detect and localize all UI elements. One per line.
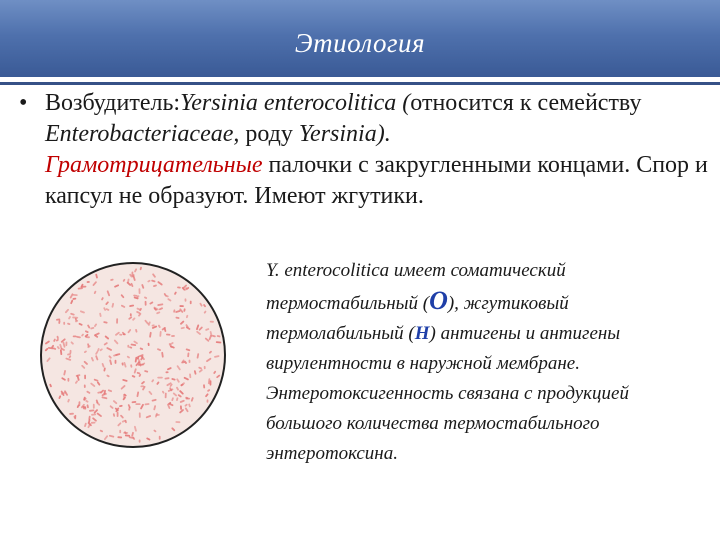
bacterium-rod	[167, 298, 172, 302]
bacterium-rod	[108, 389, 113, 392]
bacterium-rod	[78, 323, 83, 326]
bacterium-rod	[114, 284, 119, 288]
bacterium-rod	[90, 327, 94, 330]
bacterium-rod	[117, 412, 119, 417]
bacterium-rod	[191, 397, 194, 402]
bacterium-rod	[120, 385, 126, 390]
bacterium-rod	[128, 316, 132, 320]
bacterium-rod	[139, 439, 141, 442]
bacterium-rod	[175, 317, 179, 320]
bacterium-rod	[187, 352, 189, 357]
bacterium-rod	[153, 284, 157, 287]
bacterium-rod	[86, 404, 89, 408]
bacterium-rod	[119, 430, 121, 434]
bacterium-rod	[157, 377, 163, 379]
bacterium-rod	[213, 371, 216, 375]
bacterium-rod	[171, 397, 174, 401]
bacterium-rod	[159, 436, 161, 440]
bacterium-rod	[176, 397, 179, 401]
bacterium-rod	[189, 373, 191, 378]
bacterium-rod	[170, 345, 175, 348]
bacterium-rod	[67, 353, 71, 356]
bacterium-rod	[106, 347, 112, 351]
bacterium-rod	[138, 288, 140, 294]
bacterium-rod	[130, 364, 132, 368]
bacterium-rod	[90, 382, 96, 387]
bacterium-rod	[179, 305, 184, 307]
bacterium-rod	[84, 423, 87, 428]
bacterium-rod	[171, 335, 175, 337]
bacterium-rod	[135, 403, 140, 405]
bacterium-rod	[179, 390, 184, 395]
bacterium-rod	[69, 293, 73, 299]
bacterium-rod	[94, 379, 99, 382]
bacterium-rod	[183, 377, 189, 381]
title-underline	[0, 82, 720, 85]
bacterium-rod	[151, 279, 156, 282]
bacterium-rod	[65, 341, 67, 346]
bacterium-rod	[113, 413, 116, 417]
bacterium-rod	[72, 298, 76, 300]
bacterium-rod	[173, 392, 178, 397]
bacterium-rod	[96, 399, 99, 403]
bacterium-rod	[153, 405, 156, 410]
bacterium-rod	[184, 403, 188, 407]
bullet-part-3: относится к семейству	[410, 90, 642, 116]
bacterium-rod	[175, 310, 181, 313]
bacterium-rod	[63, 322, 65, 325]
bacterium-rod	[129, 304, 134, 307]
bacterium-rod	[159, 307, 164, 310]
bacterium-rod	[104, 435, 109, 440]
bacterium-rod	[93, 404, 95, 409]
bacterium-rod	[130, 343, 136, 346]
bacterium-rod	[58, 320, 60, 324]
bacterium-rod	[176, 365, 181, 371]
bacterium-rod	[101, 396, 107, 399]
bacterium-rod	[95, 274, 98, 279]
bacterium-rod	[132, 317, 136, 321]
bacterium-rod	[199, 369, 204, 373]
slide-title: Этиология	[294, 28, 426, 58]
bacterium-rod	[132, 401, 137, 403]
bacterium-rod	[129, 346, 132, 349]
bacterium-rod	[181, 361, 185, 363]
bacterium-rod	[135, 357, 138, 363]
bacterium-rod	[194, 370, 197, 375]
bacterium-rod	[144, 296, 148, 299]
bacterium-rod	[87, 324, 91, 329]
bacterium-rod	[157, 281, 163, 286]
bacterium-rod	[92, 417, 97, 422]
bullet-part-1: Возбудитель:	[45, 90, 181, 116]
bacterium-rod	[91, 422, 96, 424]
bacterium-rod	[149, 332, 152, 338]
bacterium-rod	[134, 268, 138, 273]
bacterium-rod	[159, 331, 161, 337]
bacterium-rod	[69, 413, 74, 415]
bacterium-rod	[147, 280, 151, 283]
bacterium-rod	[180, 400, 185, 404]
bacterium-rod	[128, 404, 131, 408]
bacterium-rod	[139, 267, 142, 271]
bacterium-rod	[99, 348, 103, 351]
bacterium-rod	[176, 386, 180, 390]
bacterium-rod	[57, 346, 61, 350]
micrograph-image	[40, 262, 226, 448]
bacterium-rod	[92, 281, 97, 286]
bacterium-rod	[165, 371, 168, 373]
bacterium-rod	[84, 384, 86, 388]
bacterium-rod	[198, 326, 203, 331]
bacterium-rod	[68, 378, 70, 382]
bacterium-rod	[63, 370, 66, 376]
bullet-text	[45, 88, 713, 212]
bacterium-rod	[103, 321, 108, 324]
bacterium-rod	[139, 347, 143, 350]
bullet-dot-icon: •	[19, 90, 28, 116]
bacterium-rod	[61, 377, 66, 381]
bacterium-rod	[84, 375, 86, 380]
bacterium-rod	[120, 414, 124, 418]
bacterium-rod	[144, 370, 148, 373]
bacterium-rod	[210, 321, 214, 323]
bacterium-rod	[119, 334, 122, 336]
bacterium-rod	[101, 297, 104, 301]
bacterium-rod	[183, 308, 185, 312]
bacterium-rod	[151, 379, 154, 383]
bacterium-rod	[56, 336, 59, 340]
bacterium-rod	[94, 290, 97, 294]
bacterium-rod	[131, 432, 134, 437]
bacterium-rod	[157, 303, 163, 306]
bacterium-rod	[131, 271, 133, 276]
bacterium-rod	[173, 309, 176, 313]
bacterium-rod	[171, 378, 176, 381]
bacterium-rod	[207, 389, 211, 392]
bacterium-rod	[86, 390, 91, 394]
bacterium-rod	[135, 329, 138, 333]
bullet-part-9: палочки с закругленными концами. Спор и капсул не образуют. Имеют жгутики.	[45, 152, 708, 209]
bacterium-rod	[110, 279, 114, 282]
bacterium-rod	[217, 335, 221, 338]
bacterium-rod	[68, 316, 71, 320]
bacterium-rod	[103, 367, 106, 371]
bacterium-rod	[87, 281, 90, 283]
bacterium-rod	[186, 315, 189, 319]
bacterium-rod	[148, 390, 153, 395]
detail-part-3: ), жгутиковый термолабильный (	[266, 293, 569, 344]
bacterium-rod	[151, 399, 156, 402]
bacterium-rod	[109, 359, 112, 365]
bacterium-rod	[216, 341, 222, 343]
bacterium-rod	[146, 415, 152, 419]
bacterium-rod	[70, 313, 75, 316]
bacterium-rod	[70, 341, 74, 345]
bacterium-rod	[157, 348, 161, 351]
bacterium-rod	[216, 374, 221, 378]
gram-negative-text: Грамотрицательные	[45, 152, 263, 178]
bacterium-rod	[134, 368, 137, 374]
bacterium-rod	[123, 333, 126, 335]
bacterium-rod	[81, 364, 86, 369]
bacterium-rod	[171, 427, 176, 432]
bullet-part-4: Enterobacteriaceae,	[45, 121, 240, 147]
bacterium-rod	[56, 339, 59, 342]
bacterium-rod	[121, 304, 126, 308]
bacterium-rod	[75, 380, 79, 384]
bacterium-rod	[73, 336, 77, 338]
bacterium-rod	[180, 320, 185, 325]
bacterium-rod	[113, 354, 118, 357]
bacterium-rod	[190, 301, 192, 305]
bacterium-rod	[127, 329, 131, 334]
bacterium-rod	[198, 366, 202, 369]
bacterium-rod	[214, 355, 220, 358]
bacterium-rod	[121, 362, 123, 365]
bacterium-rod	[88, 416, 90, 421]
bullet-part-2: Yersinia enterocolitica (	[180, 90, 411, 116]
bacterium-rod	[84, 350, 87, 353]
bacterium-rod	[209, 350, 213, 354]
bacterium-rod	[156, 381, 160, 385]
bacterium-rod	[76, 336, 81, 339]
bacterium-rod	[203, 384, 205, 388]
bacterium-rod	[45, 340, 50, 345]
bacterium-rod	[206, 357, 212, 362]
bacterium-rod	[81, 333, 84, 337]
bacterium-rod	[83, 361, 88, 366]
bacterium-rod	[146, 437, 151, 441]
bacterium-rod	[165, 393, 167, 399]
bacterium-rod	[53, 338, 56, 342]
bacterium-rod	[115, 331, 120, 336]
title-bar	[0, 0, 720, 77]
bullet-part-5: роду	[239, 121, 299, 147]
bacterium-rod	[141, 284, 144, 289]
bacterium-rod	[149, 301, 153, 305]
bacterium-rod	[96, 412, 102, 417]
bacterium-rod	[205, 328, 209, 331]
bacterium-rod	[104, 335, 109, 340]
bacterium-rod	[116, 318, 118, 324]
bacterium-rod	[113, 400, 118, 405]
bacterium-rod	[161, 352, 164, 358]
bacterium-rod	[117, 436, 122, 438]
bacterium-rod	[45, 348, 49, 352]
bacterium-rod	[145, 403, 150, 405]
bacterium-rod	[156, 311, 160, 314]
bacterium-rod	[97, 381, 101, 386]
bacterium-rod	[67, 399, 70, 403]
bacterium-rod	[62, 342, 65, 348]
bacterium-rod	[65, 309, 70, 314]
bacterium-rod	[119, 405, 123, 407]
bacterium-rod	[123, 362, 126, 368]
bacterium-rod	[109, 435, 115, 438]
bacterium-rod	[174, 291, 177, 295]
bacterium-rod	[117, 422, 122, 427]
bacterium-rod	[127, 345, 129, 348]
bacterium-rod	[158, 324, 161, 328]
bacterium-rod	[203, 310, 206, 314]
detail-part-5: ) антигены и антигены вирулентности в наружной мембране. Энтеротоксигенность связана с продукцией большого количества термостабильного энтеротоксина.	[266, 323, 629, 464]
bacterium-rod	[180, 405, 182, 410]
bacterium-rod	[196, 331, 201, 336]
bacterium-rod	[72, 316, 78, 318]
bacterium-rod	[175, 421, 180, 423]
bacterium-rod	[166, 334, 171, 336]
bacterium-rod	[207, 399, 209, 402]
bacteria-micrograph	[42, 264, 224, 446]
detail-part-1: Y. enterocolitica имеет соматический термостабильный (	[266, 260, 566, 314]
bacterium-rod	[167, 367, 172, 371]
bacterium-rod	[101, 363, 104, 368]
bullet-part-6: Yersinia).	[298, 121, 391, 147]
bacterium-rod	[94, 323, 98, 327]
bacterium-rod	[199, 302, 203, 306]
bacterium-rod	[67, 323, 71, 326]
bacterium-rod	[145, 301, 147, 306]
bacterium-rod	[139, 412, 141, 418]
bacterium-rod	[152, 273, 156, 278]
bacterium-rod	[108, 355, 112, 359]
bacterium-rod	[114, 339, 119, 344]
bacterium-rod	[80, 310, 85, 313]
bacterium-rod	[85, 330, 89, 333]
bacterium-rod	[106, 290, 110, 296]
bacterium-rod	[147, 343, 149, 347]
bacterium-rod	[177, 286, 181, 288]
bacterium-rod	[197, 353, 200, 359]
bacterium-rod	[204, 366, 206, 369]
antigen-description	[266, 256, 686, 469]
bacterium-rod	[127, 355, 131, 358]
antigen-o-label: O	[429, 286, 448, 315]
bacterium-rod	[105, 308, 109, 311]
bacterium-rod	[176, 378, 180, 383]
bacterium-rod	[81, 286, 87, 288]
bacterium-rod	[122, 279, 125, 283]
bacterium-rod	[205, 393, 209, 397]
bacterium-rod	[188, 403, 191, 407]
bacterium-rod	[99, 313, 102, 318]
bacterium-rod	[91, 357, 94, 362]
antigen-h-label: H	[414, 323, 430, 344]
bacterium-rod	[49, 383, 52, 387]
bacterium-rod	[103, 342, 108, 346]
bacterium-rod	[162, 390, 165, 393]
bacterium-rod	[131, 375, 135, 378]
bacterium-rod	[99, 429, 103, 432]
bacterium-rod	[111, 303, 114, 308]
bacterium-rod	[186, 398, 190, 400]
bacterium-rod	[203, 304, 207, 308]
bacterium-rod	[141, 381, 145, 385]
bacterium-rod	[212, 335, 216, 338]
bacterium-rod	[181, 327, 185, 330]
bacterium-rod	[46, 357, 51, 362]
bacterium-rod	[60, 349, 62, 355]
bacterium-rod	[185, 407, 189, 412]
bacterium-rod	[122, 379, 128, 382]
bacterium-rod	[185, 298, 187, 301]
bacterium-rod	[70, 300, 73, 305]
bacterium-rod	[95, 355, 99, 360]
bacterium-rod	[106, 374, 110, 377]
bacterium-rod	[105, 301, 109, 305]
bacterium-rod	[68, 355, 71, 358]
bacterium-rod	[85, 400, 89, 403]
bacterium-rod	[136, 311, 141, 315]
bacterium-rod	[153, 429, 157, 432]
bacterium-rod	[109, 405, 114, 409]
bacterium-rod	[130, 313, 132, 316]
bacterium-rod	[120, 294, 124, 299]
bacterium-rod	[186, 348, 191, 351]
bacterium-rod	[134, 426, 137, 432]
bacterium-rod	[144, 319, 149, 325]
bacterium-rod	[133, 340, 138, 344]
bacterium-rod	[189, 360, 191, 363]
bacterium-rod	[177, 394, 182, 398]
bacterium-rod	[115, 360, 117, 364]
bacterium-rod	[91, 413, 96, 415]
bacterium-rod	[89, 409, 95, 411]
bacterium-rod	[65, 357, 71, 361]
bacterium-rod	[58, 395, 61, 399]
bacterium-rod	[140, 404, 144, 410]
bacterium-rod	[136, 391, 139, 397]
bacterium-rod	[164, 377, 169, 379]
